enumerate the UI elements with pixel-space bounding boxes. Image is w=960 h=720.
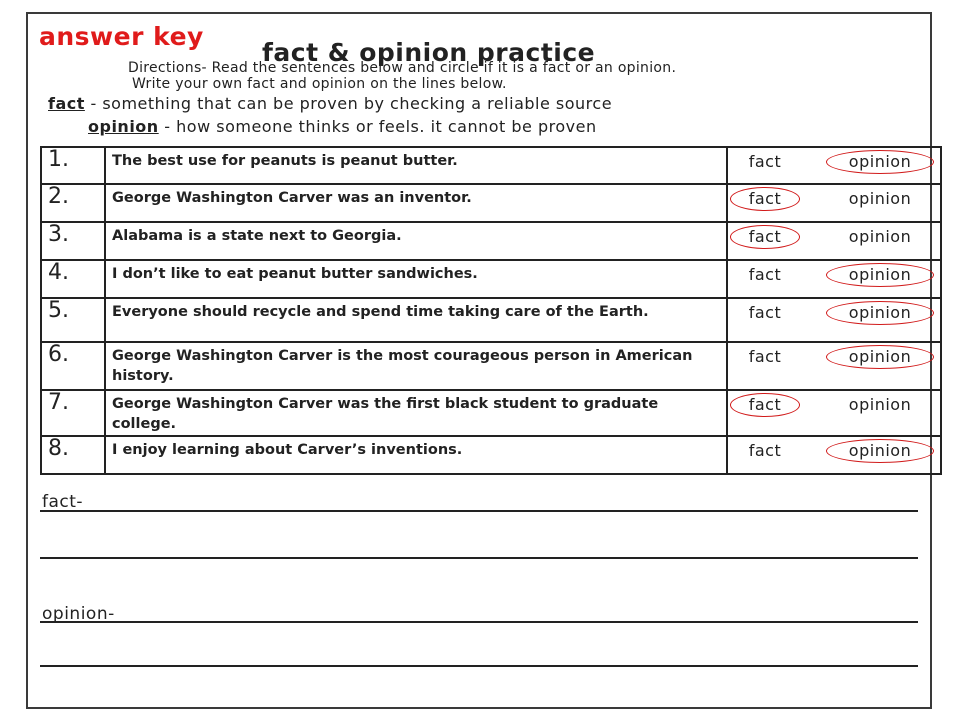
- answer-cell: [727, 147, 941, 184]
- directions-line-1: Directions- Read the sentences below and circle if it is a fact or an opinion.: [128, 60, 677, 76]
- table-row: [41, 184, 941, 222]
- directions-line-2: Write your own fact and opinion on the lines below.: [132, 76, 507, 92]
- table-row: [41, 222, 941, 260]
- fact-definition: [48, 94, 612, 113]
- opinion-term: opinion: [88, 117, 159, 136]
- fact-option[interactable]: fact: [748, 152, 782, 171]
- row-number: 7.: [41, 390, 105, 436]
- row-number: 2.: [41, 184, 105, 222]
- fact-option[interactable]: fact: [748, 303, 782, 322]
- question-table: [40, 146, 942, 475]
- fact-write-line-2[interactable]: [40, 557, 918, 559]
- fact-write-line-1[interactable]: [40, 510, 918, 512]
- table-row: [41, 298, 941, 342]
- answer-cell: [727, 260, 941, 298]
- table-row: [41, 390, 941, 436]
- fact-option[interactable]: fact: [748, 265, 782, 284]
- fact-option[interactable]: fact: [748, 347, 782, 366]
- statement-text: The best use for peanuts is peanut butter.: [105, 147, 727, 184]
- opinion-write-line-1[interactable]: [40, 621, 918, 623]
- table-row: [41, 436, 941, 474]
- fact-option[interactable]: fact: [730, 225, 800, 249]
- fact-term: fact: [48, 94, 85, 113]
- fact-write-label: fact-: [42, 492, 84, 512]
- opinion-definition-text: - how someone thinks or feels. it cannot be proven: [158, 117, 597, 136]
- answer-cell: [727, 298, 941, 342]
- answer-cell: [727, 342, 941, 390]
- statement-text: Everyone should recycle and spend time taking care of the Earth.: [105, 298, 727, 342]
- opinion-option[interactable]: opinion: [848, 395, 912, 414]
- opinion-write-label: opinion-: [42, 604, 115, 624]
- opinion-option[interactable]: opinion: [826, 263, 934, 287]
- opinion-write-line-2[interactable]: [40, 665, 918, 667]
- statement-text: I don’t like to eat peanut butter sandwiches.: [105, 260, 727, 298]
- table-row: [41, 147, 941, 184]
- opinion-option[interactable]: opinion: [848, 227, 912, 246]
- row-number: 4.: [41, 260, 105, 298]
- answer-cell: [727, 184, 941, 222]
- fact-definition-text: - something that can be proven by checking a reliable source: [84, 94, 613, 113]
- opinion-definition: [88, 117, 597, 136]
- fact-option[interactable]: fact: [730, 393, 800, 417]
- statement-text: George Washington Carver was an inventor.: [105, 184, 727, 222]
- answer-cell: [727, 222, 941, 260]
- fact-option[interactable]: fact: [730, 187, 800, 211]
- fact-option[interactable]: fact: [748, 441, 782, 460]
- row-number: 3.: [41, 222, 105, 260]
- row-number: 1.: [41, 147, 105, 184]
- opinion-option[interactable]: opinion: [826, 301, 934, 325]
- row-number: 8.: [41, 436, 105, 474]
- opinion-option[interactable]: opinion: [848, 189, 912, 208]
- table-row: [41, 342, 941, 390]
- statement-text: George Washington Carver is the most courageous person in American history.: [105, 342, 727, 390]
- answer-cell: [727, 436, 941, 474]
- table-row: [41, 260, 941, 298]
- row-number: 6.: [41, 342, 105, 390]
- statement-text: George Washington Carver was the first black student to graduate college.: [105, 390, 727, 436]
- page-title: fact & opinion practice: [262, 38, 596, 67]
- opinion-option[interactable]: opinion: [826, 150, 934, 174]
- statement-text: Alabama is a state next to Georgia.: [105, 222, 727, 260]
- statement-text: I enjoy learning about Carver’s inventions.: [105, 436, 727, 474]
- row-number: 5.: [41, 298, 105, 342]
- answer-cell: [727, 390, 941, 436]
- answer-key-label: answer key: [39, 22, 204, 51]
- opinion-option[interactable]: opinion: [826, 439, 934, 463]
- opinion-option[interactable]: opinion: [826, 345, 934, 369]
